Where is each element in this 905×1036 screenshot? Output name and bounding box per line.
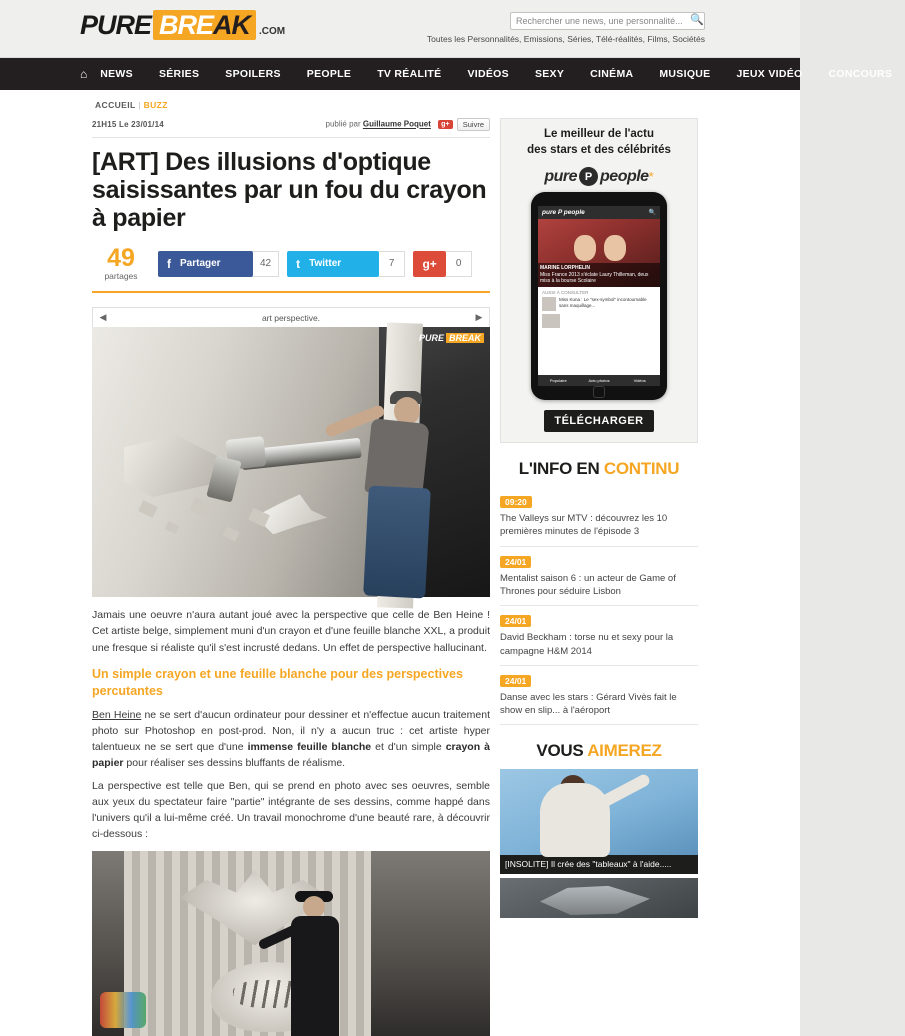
news-timestamp: 24/01 <box>500 675 531 687</box>
article-column <box>80 118 490 1036</box>
nav-item-concours[interactable]: CONCOURS <box>828 68 893 80</box>
twitter-share-label: Twitter <box>309 258 342 269</box>
nav-item-sexy[interactable]: SEXY <box>534 68 565 80</box>
download-button[interactable]: TÉLÉCHARGER <box>544 410 654 432</box>
google-plus-share-button[interactable] <box>413 251 446 277</box>
article-subheading: Un simple crayon et une feuille blanche pour des perspectives percutantes <box>92 666 463 698</box>
site-header <box>0 0 800 58</box>
vous-aimerez-heading <box>500 741 698 761</box>
logo-break-text: BREAK <box>153 10 256 40</box>
article-paragraph-3: La perspective est telle que Ben, qui se prend en photo avec ses oeuvres, semble aux yeux du spectateur faire "partie" intégrante de ses dessins, comme happé dans l'univers qu'il a lui-même créé. Un travail monochrome d'une beauté rare, à découvrir ci-dessous : <box>92 779 490 841</box>
vous-aimerez-title-part1: VOUS <box>536 741 588 761</box>
chevron-left-icon[interactable]: ◀ <box>99 312 107 322</box>
ad-headline-line2: des stars et des célébrités <box>527 143 671 156</box>
nav-item-cinema[interactable]: CINÉMA <box>590 68 634 80</box>
search-icon: 🔍 <box>648 210 656 217</box>
p2-rest1: ne se sert d'aucun ordinateur pour dessiner et n'effectue aucun traitement photo sur Photoshop en post-prod. Non, il n'y a aucun truc : cet artiste hyper talentueux ne se sert que d'une <box>92 708 490 754</box>
follow-button[interactable]: Suivre <box>457 118 490 131</box>
article-body <box>92 597 490 1036</box>
list-item <box>542 297 656 311</box>
share-bar <box>92 246 490 293</box>
purepeople-p-icon: P <box>579 167 598 186</box>
google-plus-icon: g+ <box>422 256 437 271</box>
second-image-artist <box>283 886 355 1036</box>
related-thumbnail[interactable] <box>500 769 698 855</box>
facebook-icon: f <box>167 256 171 271</box>
slider-caption: art perspective. <box>261 312 321 323</box>
phone-home-button <box>593 386 605 398</box>
nav-item-series[interactable]: SÉRIES <box>158 68 200 80</box>
purepeople-star-icon: * <box>648 169 654 185</box>
phone-list-section-label: AUSSI À CONSULTER <box>542 290 589 296</box>
breadcrumb <box>80 90 720 118</box>
image-slider-header <box>92 307 490 327</box>
phone-list-thumbnail <box>542 297 556 311</box>
list-item[interactable] <box>500 606 698 666</box>
phone-photo-subcaption: Miss France 2013 s'éclate Laury Thilleman, deux miss à la bourse Scolaire <box>540 271 649 285</box>
news-timestamp: 24/01 <box>500 615 531 627</box>
purepeople-logo <box>501 167 697 186</box>
ad-headline-line1: Le meilleur de l'actu <box>543 128 655 140</box>
search-container <box>510 12 705 30</box>
author-name[interactable]: Guillaume Poquet <box>362 119 431 129</box>
article-paragraph-1: Jamais une oeuvre n'aura autant joué avec la perspective que celle de Ben Heine ! Cet artiste belge, simplement muni d'un crayon et d'une feuille blanche XXL, a produit une fresque si réaliste qu'il s'est incrusté dedans. Un effet de perspective hallucinant. <box>92 609 490 654</box>
shark-illustration <box>540 884 650 918</box>
list-item[interactable] <box>500 666 698 726</box>
phone-app-brand: pure P people <box>542 209 585 217</box>
published-by-label: publié par <box>325 119 361 129</box>
breadcrumb-current[interactable]: BUZZ <box>143 100 168 110</box>
news-timestamp: 24/01 <box>500 556 531 568</box>
related-caption[interactable]: [INSOLITE] Il crée des "tableaux" à l'aide..... <box>500 855 698 874</box>
news-title[interactable]: Danse avec les stars : Gérard Vivès fait le show en slip... à l'aéroport <box>500 691 677 717</box>
purepeople-people-text: people <box>600 167 649 185</box>
hero-image[interactable] <box>92 327 490 597</box>
p2-rest3: pour réaliser ses dessins bluffants de réalisme. <box>123 757 346 770</box>
purepeople-pure-text: pure <box>544 167 578 185</box>
nav-item-jeux-video[interactable]: JEUX VIDÉO <box>736 68 803 80</box>
phone-app-header <box>538 206 660 219</box>
nav-item-videos[interactable]: VIDÉOS <box>467 68 509 80</box>
watermark-logo <box>419 333 484 343</box>
phone-mockup <box>531 192 667 400</box>
share-total-count: 49 <box>107 244 135 272</box>
list-item[interactable] <box>500 547 698 607</box>
nav-item-tv-realite[interactable]: TV RÉALITÉ <box>377 68 442 80</box>
facebook-share-label: Partager <box>180 258 221 269</box>
phone-photo-headline: MARINE LORPHELIN <box>540 264 590 271</box>
phone-list-thumbnail <box>542 314 560 328</box>
p2-rest2: et d'un simple <box>371 741 446 754</box>
twitter-icon: t <box>296 256 301 271</box>
facebook-share-button[interactable] <box>158 251 253 277</box>
share-total-label: partages <box>104 271 138 281</box>
hero-photographed-artist <box>358 387 454 597</box>
google-plus-icon[interactable]: g+ <box>438 120 452 129</box>
nav-item-spoilers[interactable]: SPOILERS <box>225 68 281 80</box>
site-logo[interactable] <box>80 10 285 40</box>
news-title[interactable]: The Valleys sur MTV : découvrez les 10 premières minutes de l'épisode 3 <box>500 513 668 538</box>
sidebar <box>500 118 698 1036</box>
google-plus-share-count: 0 <box>446 251 472 277</box>
watermark-pure-text: PURE <box>418 333 444 343</box>
advertisement-purepeople[interactable] <box>500 118 698 443</box>
facebook-share-count: 42 <box>253 251 279 277</box>
phone-list-text: Miss Kuna : Le "sex-symbol" incontournable sans maquillage... <box>558 297 647 309</box>
nav-item-news[interactable]: NEWS <box>100 68 133 80</box>
article-second-image[interactable] <box>92 851 490 1036</box>
phone-tab-populaire: Populaire <box>549 378 567 384</box>
hero-paper-shards <box>140 499 280 559</box>
p2-bold1: immense feuille blanche <box>247 741 372 754</box>
info-continu-title-part2: CONTINU <box>603 459 680 479</box>
news-timestamp: 09:20 <box>500 496 532 508</box>
logo-dotcom-text: .COM <box>259 26 286 37</box>
info-continu-title-part1: L'INFO EN <box>518 459 604 479</box>
phone-hero-photo <box>538 219 660 287</box>
p2-bold2: crayon à papier <box>92 741 490 770</box>
vous-aimerez-title-part2: AIMEREZ <box>587 741 662 761</box>
twitter-share-count: 7 <box>379 251 405 277</box>
article-author-block <box>326 118 491 131</box>
nav-item-musique[interactable]: MUSIQUE <box>659 68 711 80</box>
share-count-block <box>92 246 150 281</box>
second-image-paint-palette <box>100 992 146 1028</box>
phone-tab-videos: Vidéos <box>633 378 646 384</box>
article-paragraph-2 <box>92 707 490 772</box>
home-icon[interactable]: ⌂ <box>80 67 88 81</box>
page-title: [ART] Des illusions d'optique saisissantes par un fou du crayon à papier <box>92 148 487 232</box>
watermark-break-text: BREAK <box>446 333 484 343</box>
phone-tab-actu-photos: Actu photos <box>588 378 610 384</box>
article-date: 21H15 Le 23/01/14 <box>92 120 164 129</box>
twitter-share-button[interactable] <box>287 251 379 277</box>
news-title[interactable]: Mentalist saison 6 : un acteur de Game of Thrones pour séduire Lisbon <box>500 572 676 597</box>
search-icon[interactable]: 🔍 <box>690 14 704 26</box>
list-item[interactable] <box>500 487 698 547</box>
news-title[interactable]: David Beckham : torse nu et sexy pour la campagne H&M 2014 <box>500 632 674 657</box>
breadcrumb-root[interactable]: ACCUEIL <box>95 100 136 110</box>
related-thumbnail-2[interactable] <box>500 878 698 918</box>
info-continu-heading <box>500 459 698 479</box>
list-item <box>542 314 656 328</box>
article-meta <box>92 118 490 138</box>
phone-tab-bar <box>538 375 660 386</box>
logo-pure-text: PURE <box>80 9 152 40</box>
chevron-right-icon[interactable]: ▶ <box>475 312 483 322</box>
content-wrapper <box>0 90 800 1036</box>
sub-navigation-links[interactable]: Toutes les Personnalités, Emissions, Séries, Télé-réalités, Films, Sociétés <box>426 34 705 44</box>
phone-screen <box>538 206 660 386</box>
nav-item-people[interactable]: PEOPLE <box>306 68 352 80</box>
phone-photo-caption <box>538 263 660 287</box>
related-item[interactable] <box>500 769 698 874</box>
artist-link[interactable]: Ben Heine <box>92 708 142 721</box>
main-navigation <box>0 58 893 90</box>
breadcrumb-separator: | <box>138 100 141 110</box>
phone-article-list <box>538 287 660 334</box>
search-input[interactable]: Rechercher une news, une personnalité... <box>510 12 705 30</box>
columns <box>80 118 720 1036</box>
